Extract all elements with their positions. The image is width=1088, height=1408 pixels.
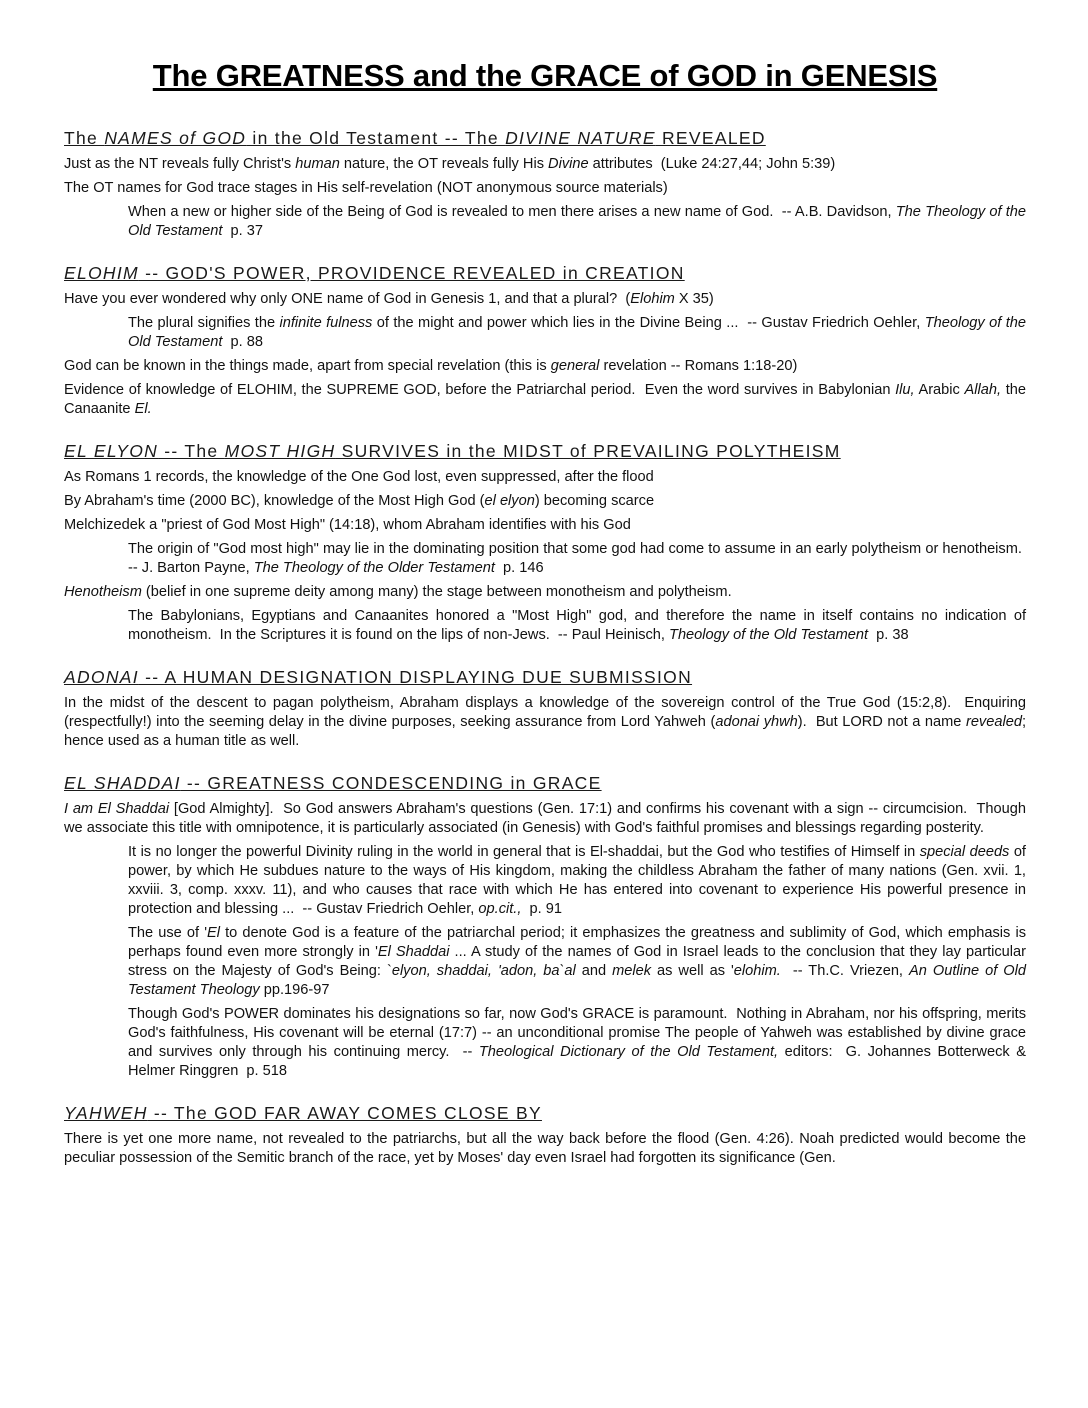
paragraph: By Abraham's time (2000 BC), knowledge of the Most High God (el elyon) becoming scarce [64,493,655,509]
block-quote: When a new or higher side of the Being of God is revealed to men there arises a new name of God. -- A.B. Davidson, The Theology of the Old Testament p. 37 [128,204,1026,239]
section-heading: EL ELYON -- The MOST HIGH SURVIVES in the MIDST of PREVAILING POLYTHEISM [64,441,841,461]
section-heading: EL SHADDAI -- GREATNESS CONDESCENDING in GRACE [64,773,602,793]
block-quote: The Babylonians, Egyptians and Canaanites honored a "Most High" god, and therefore the name in itself contains no indication of monotheism. In the Scriptures it is found on the lips of non-Jews. -- Paul Heinisch, Theology of the Old Testament p. 38 [128,608,1026,643]
paragraph: As Romans 1 records, the knowledge of the One God lost, even suppressed, after the flood [64,469,654,485]
sections-container [64,128,1026,1168]
section [64,441,1026,645]
paragraph: I am El Shaddai [God Almighty]. So God answers Abraham's questions (Gen. 17:1) and confirms his covenant with a sign -- circumcision. Though we associate this title with omnipotence, it is particularly associated (in Genesis) with God's faithful promises and blessings regarding posterity. [64,801,1026,836]
paragraph: In the midst of the descent to pagan polytheism, Abraham displays a knowledge of the sovereign control of the True God (15:2,8). Enquiring (respectfully!) into the seeming delay in the divine purposes, seeking assurance from Lord Yahweh (adonai yhwh). But LORD not a name revealed; hence used as a human title as well. [64,695,1026,749]
section [64,128,1026,241]
paragraph: Just as the NT reveals fully Christ's human nature, the OT reveals fully His Divine attributes (Luke 24:27,44; John 5:39) [64,156,836,172]
paragraph: Evidence of knowledge of ELOHIM, the SUPREME GOD, before the Patriarchal period. Even the word survives in Babylonian Ilu, Arabic Allah, the Canaanite El. [64,382,1026,417]
paragraph: Have you ever wondered why only ONE name of God in Genesis 1, and that a plural? (Elohim X 35) [64,291,714,307]
page-title: The GREATNESS and the GRACE of GOD in GENESIS [152,58,938,93]
paragraph: Henotheism (belief in one supreme deity among many) the stage between monotheism and polytheism. [64,584,732,600]
section [64,773,1026,1081]
section [64,667,1026,751]
section [64,1103,1026,1168]
section-heading: ELOHIM -- GOD'S POWER, PROVIDENCE REVEALED in CREATION [64,263,685,283]
paragraph: There is yet one more name, not revealed to the patriarchs, but all the way back before the flood (Gen. 4:26). Noah predicted would become the peculiar possession of the Semitic branch of the race, yet by Moses' day even Israel had forgotten its significance (Gen. [64,1131,1026,1166]
paragraph: The OT names for God trace stages in His self-revelation (NOT anonymous source materials) [64,180,668,196]
section-heading: YAHWEH -- The GOD FAR AWAY COMES CLOSE BY [64,1103,542,1123]
block-quote: The origin of "God most high" may lie in the dominating position that some god had come to assume in an early polytheism or henotheism. -- J. Barton Payne, The Theology of the Older Testament p. 146 [128,541,1026,576]
paragraph: God can be known in the things made, apart from special revelation (this is general revelation -- Romans 1:18-20) [64,358,798,374]
block-quote: The use of 'El to denote God is a feature of the patriarchal period; it emphasizes the greatness and sublimity of God, which emphasis is perhaps found even more strongly in 'El Shaddai ... A study of the names of God in Israel leads to the conclusion that they lay particular stress on the Majesty of God's Being: `elyon, shaddai, 'adon, ba`al and melek as well as 'elohim. -- Th.C. Vriezen, An Outline of Old Testament Theology pp.196-97 [128,925,1026,998]
block-quote: It is no longer the powerful Divinity ruling in the world in general that is El-shaddai, but the God who testifies of Himself in special deeds of power, by which He subdues nature to the ways of His kingdom, making the childless Abraham the father of many nations (Gen. xvii. 1, xxviii. 3, comp. xxxv. 11), and who causes that race with which He has entered into covenant to experience His powerful presence in protection and blessing ... -- Gustav Friedrich Oehler, op.cit., p. 91 [128,844,1026,917]
section-heading: ADONAI -- A HUMAN DESIGNATION DISPLAYING DUE SUBMISSION [64,667,693,687]
block-quote: Though God's POWER dominates his designations so far, now God's GRACE is paramount. Nothing in Abraham, nor his offspring, merits God's faithfulness, His covenant will be eternal (17:7) -- an unconditional promise The people of Yahweh was established by divine grace and survives only through his continuing mercy. -- Theological Dictionary of the Old Testament, editors: G. Johannes Botterweck & Helmer Ringgren p. 518 [128,1006,1026,1079]
section-heading: The NAMES of GOD in the Old Testament -- The DIVINE NATURE REVEALED [64,128,766,148]
section [64,263,1026,419]
block-quote: The plural signifies the infinite fulness of the might and power which lies in the Divine Being ... -- Gustav Friedrich Oehler, Theology of the Old Testament p. 88 [128,315,1027,350]
paragraph: Melchizedek a "priest of God Most High" (14:18), whom Abraham identifies with his God [64,517,631,533]
